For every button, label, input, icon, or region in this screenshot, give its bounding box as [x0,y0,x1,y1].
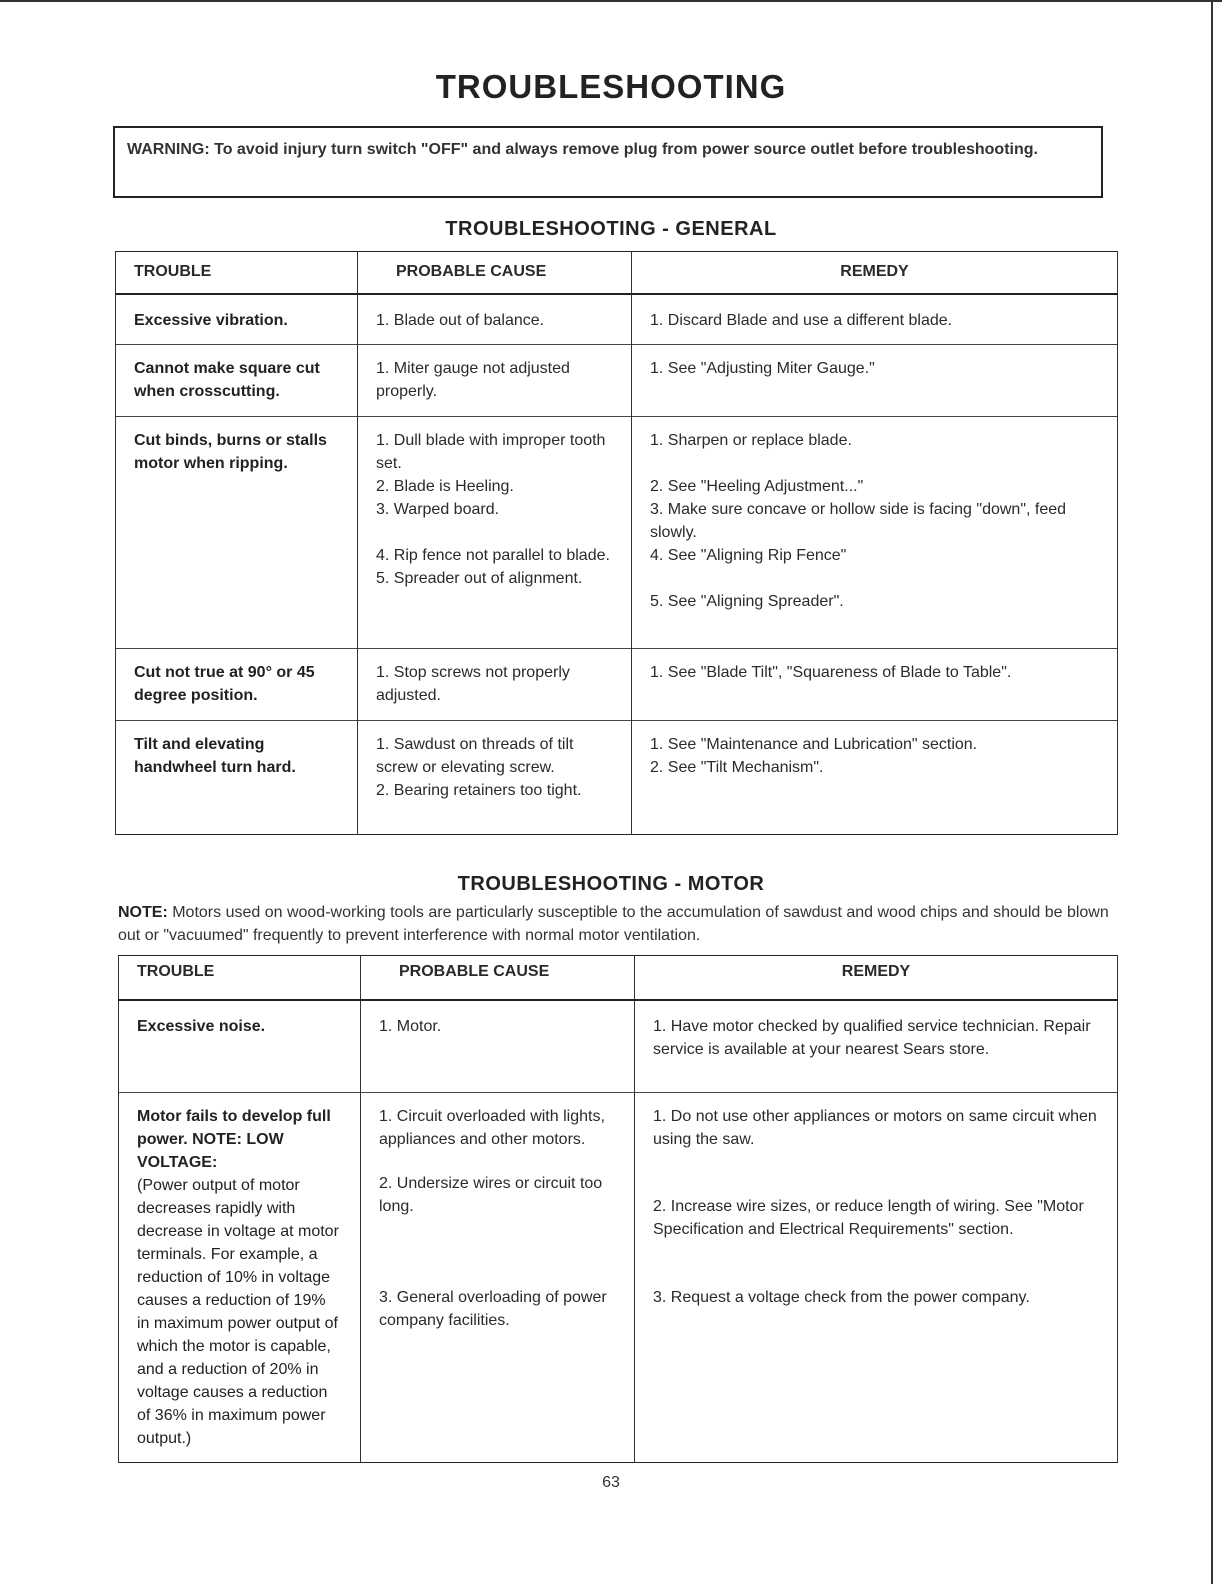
table-row [116,649,1118,721]
remedy-cell [632,417,1118,649]
note-text: Motors used on wood-working tools are particularly susceptible to the accumulation of sawdust and wood chips and should be blown out or "vacuumed" frequently to prevent interference with normal motor ventilation. [118,904,1109,944]
warning-box [113,126,1103,198]
header-remedy: REMEDY [632,252,1118,295]
trouble-cell: Tilt and elevating handwheel turn hard. [116,721,358,835]
remedy-item: 1. Sharpen or replace blade. [650,432,852,449]
remedy-item: 2. See "Heeling Adjustment..." [650,478,864,495]
remedy-item: 3. Make sure concave or hollow side is facing "down", feed slowly. [650,501,1067,541]
cause-item: 2. Blade is Heeling. [376,478,514,495]
general-troubleshooting-table [115,251,1118,835]
cause-item: 3. General overloading of power company facilities. [379,1288,607,1329]
remedy-item: 1. See "Adjusting Miter Gauge." [650,360,875,377]
cause-cell [361,1092,635,1462]
header-trouble: TROUBLE [116,252,358,295]
cause-item: 1. Stop screws not properly adjusted. [376,664,570,704]
cause-cell [358,417,632,649]
cause-item: 1. Motor. [379,1018,442,1035]
cause-item: 1. Circuit overloaded with lights, appliances and other motors. [379,1107,605,1148]
page-title: TROUBLESHOOTING [435,68,787,105]
cause-cell [358,721,632,835]
warning-text: WARNING: To avoid injury turn switch "OFF" and always remove plug from power source outlet before troubleshooting. [127,141,1038,158]
cause-cell [358,649,632,721]
trouble-cell: Cut not true at 90° or 45 degree position. [116,649,358,721]
cause-item: 3. Warped board. [376,501,500,518]
remedy-item: 4. See "Aligning Rip Fence" [650,547,847,564]
table-row [119,1000,1118,1092]
trouble-cell: Cut binds, burns or stalls motor when ripping. [116,417,358,649]
cause-item: 2. Undersize wires or circuit too long. [379,1174,603,1215]
note-label: NOTE: [118,904,168,921]
cause-item: 5. Spreader out of alignment. [376,570,583,587]
cause-item: 4. Rip fence not parallel to blade. [376,547,610,564]
page-edge-top [0,0,1222,2]
cause-item: 2. Bearing retainers too tight. [376,782,582,799]
header-remedy: REMEDY [635,956,1118,1001]
remedy-cell [632,721,1118,835]
cause-item: 1. Dull blade with improper tooth set. [376,432,606,472]
table-row [116,294,1118,345]
cause-item: 1. Miter gauge not adjusted properly. [376,360,570,400]
table-header-row [116,252,1118,295]
table-row [116,721,1118,835]
remedy-item: 5. See "Aligning Spreader". [650,593,844,610]
remedy-cell [632,294,1118,345]
page-number: 63 [602,1474,620,1491]
trouble-text: Motor fails to develop full power. NOTE: LOW VOLTAGE: [137,1107,331,1171]
trouble-cell: Excessive vibration. [116,294,358,345]
trouble-cell: Excessive noise. [119,1000,361,1092]
remedy-item: 1. Have motor checked by qualified service technician. Repair service is available at your nearest Sears store. [653,1018,1091,1058]
header-probable-cause: PROBABLE CAUSE [361,956,635,1001]
table-row [119,1092,1118,1462]
motor-note [118,901,1118,947]
trouble-cell: Cannot make square cut when crosscutting. [116,345,358,417]
cause-item: 1. Blade out of balance. [376,312,545,329]
table-header-row [119,956,1118,1001]
remedy-cell [632,345,1118,417]
remedy-cell [635,1000,1118,1092]
trouble-cell [119,1092,361,1462]
cause-item: 1. Sawdust on threads of tilt screw or elevating screw. [376,736,574,776]
header-probable-cause: PROBABLE CAUSE [358,252,632,295]
remedy-item: 2. Increase wire sizes, or reduce length of wiring. See "Motor Specification and Electrical Requirements" section. [653,1197,1084,1238]
remedy-cell [635,1092,1118,1462]
header-trouble: TROUBLE [119,956,361,1001]
table-row [116,417,1118,649]
remedy-cell [632,649,1118,721]
general-section-title: TROUBLESHOOTING - GENERAL [445,218,777,240]
cause-cell [358,345,632,417]
trouble-detail: (Power output of motor decreases rapidly with decrease in voltage at motor terminals. For example, a reduction of 10% in voltage causes a reduction of 19% in maximum power output of which the motor is capable, and a reduction of 20% in voltage causes a reduction of 36% in maximum power output.) [137,1176,339,1447]
cause-cell [361,1000,635,1092]
motor-troubleshooting-table [118,955,1118,1463]
remedy-item: 1. See "Blade Tilt", "Squareness of Blade to Table". [650,664,1012,681]
remedy-item: 1. Do not use other appliances or motors on same circuit when using the saw. [653,1107,1097,1148]
table-row [116,345,1118,417]
remedy-item: 1. Discard Blade and use a different blade. [650,312,953,329]
remedy-item: 2. See "Tilt Mechanism". [650,759,824,776]
cause-cell [358,294,632,345]
motor-section-title: TROUBLESHOOTING - MOTOR [457,873,765,895]
remedy-item: 1. See "Maintenance and Lubrication" section. [650,736,978,753]
remedy-item: 3. Request a voltage check from the power company. [653,1288,1030,1306]
